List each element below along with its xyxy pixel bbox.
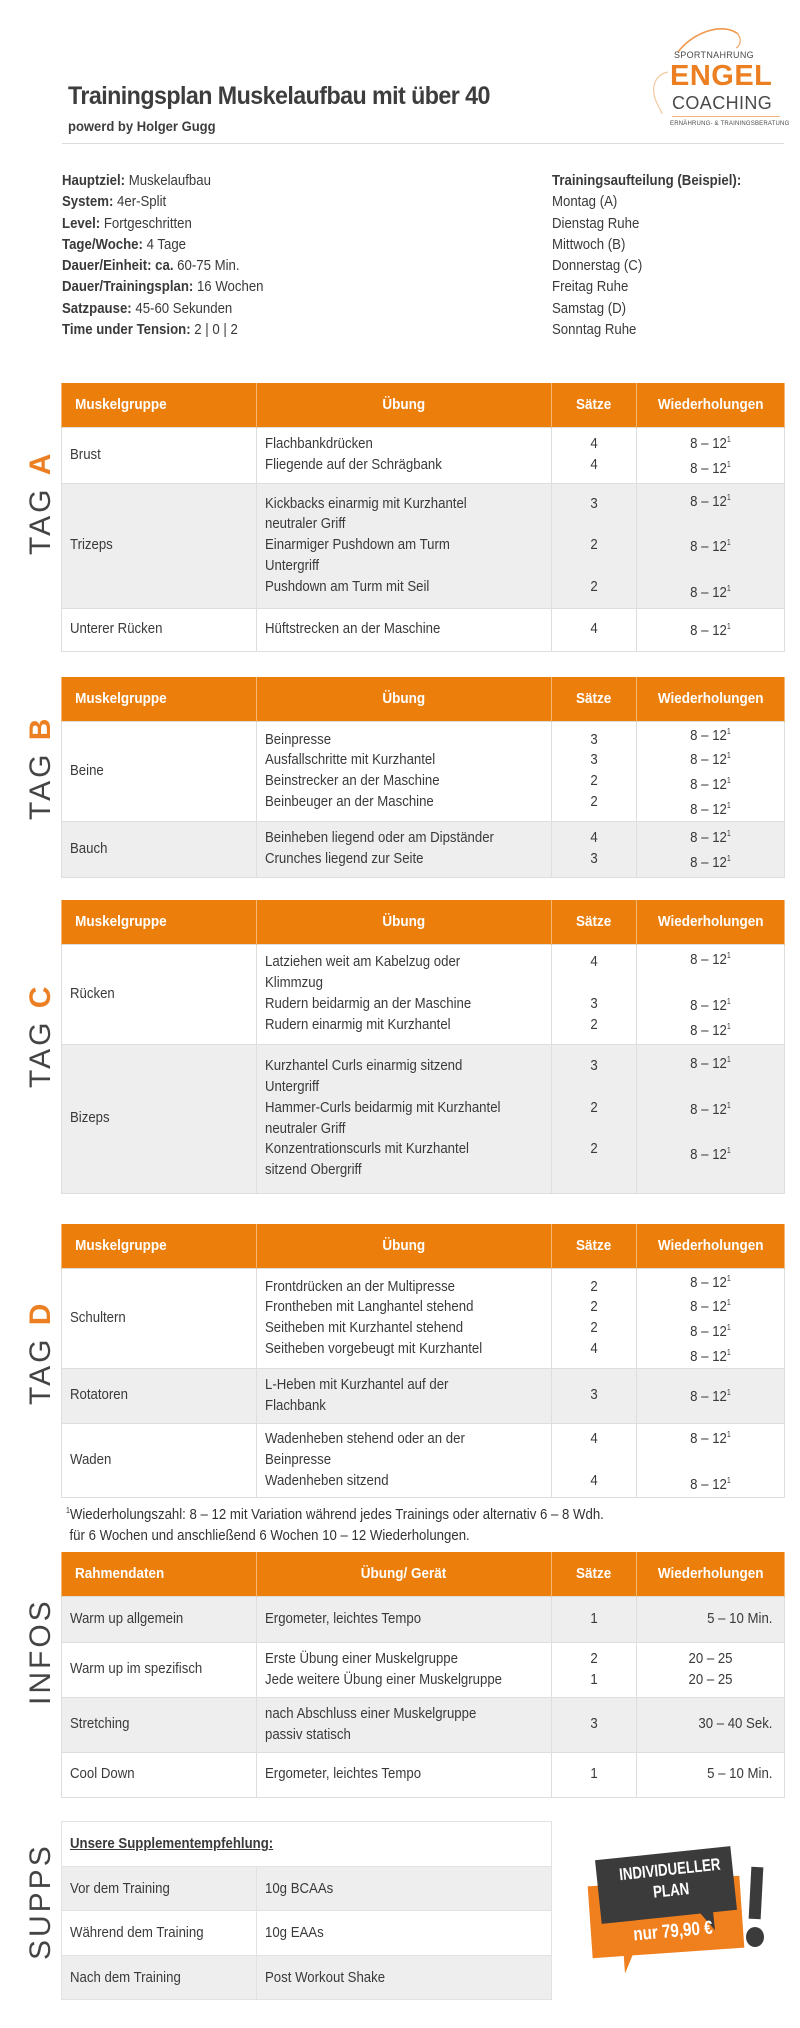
table-row	[62, 1368, 785, 1423]
exercise-cell: Flachbankdrücken Fliegende auf der Schrägbank	[257, 427, 552, 483]
day-d-table	[61, 1224, 785, 1498]
logo-top-text: SPORTNAHRUNG	[674, 50, 754, 60]
sets-cell: 3 2 2	[552, 483, 637, 608]
sets-cell: 3	[552, 1697, 637, 1752]
table-row	[62, 483, 785, 608]
reps-cell: 8 – 12$^1$ 8 – 12$^1$	[637, 1423, 785, 1497]
fact-row	[62, 255, 264, 276]
col-sets: Sätze	[552, 677, 637, 721]
split-day: Mittwoch (B)	[552, 235, 626, 253]
col-reps: Wiederholungen	[637, 383, 785, 427]
fact-label: Time under Tension:	[62, 321, 191, 339]
sets-cell: 3	[552, 1368, 637, 1423]
table-row	[62, 1866, 552, 1911]
fact-value: Muskelaufbau	[128, 172, 211, 189]
col-exercise: Übung	[257, 677, 552, 721]
supplement-heading-row	[62, 1822, 552, 1867]
exclamation-dot-icon	[746, 1927, 764, 1947]
table-header	[62, 1224, 785, 1268]
table-header	[62, 383, 785, 427]
day-c-table	[61, 900, 785, 1194]
fact-value: 4er-Split	[117, 193, 167, 211]
supp-when: Nach dem Training	[62, 1955, 257, 2000]
muscle-cell: Beine	[62, 721, 257, 821]
reps-cell: 8 – 12$^1$ 8 – 12$^1$ 8 – 12$^1$ 8 – 12$^1$	[637, 721, 785, 821]
reps-cell: 8 – 12$^1$ 8 – 12$^1$ 8 – 12$^1$	[637, 944, 785, 1044]
fact-row	[62, 234, 264, 255]
day-b-table	[61, 677, 785, 878]
col-exercise: Übung	[257, 900, 552, 944]
logo-brand-second: COACHING	[672, 93, 773, 113]
promo-title: INDIVIDUELLER PLAN	[618, 1854, 722, 1902]
fact-row	[62, 319, 264, 340]
frame-cell: Stretching	[62, 1697, 257, 1752]
logo-divider	[672, 116, 780, 117]
reps-cell: 8 – 12$^1$	[637, 608, 785, 651]
table-row	[62, 821, 785, 877]
exercise-cell: Wadenheben stehend oder an der Beinpresse Wadenheben sitzend	[257, 1423, 552, 1497]
fact-value: 2 | 0 | 2	[194, 321, 238, 339]
infos-table	[61, 1552, 785, 1798]
sets-cell: 2 2 2 4	[552, 1268, 637, 1368]
col-reps: Wiederholungen	[637, 1224, 785, 1268]
split-day: Samstag (D)	[552, 299, 627, 317]
supps-label-text: SUPPS	[24, 1843, 57, 1960]
table-header	[62, 1552, 785, 1596]
col-muscle: Muskelgruppe	[62, 900, 257, 944]
individual-plan-promo[interactable]	[588, 1845, 768, 1985]
exercise-cell: Ergometer, leichtes Tempo	[257, 1752, 552, 1797]
sets-cell: 1	[552, 1596, 637, 1642]
fact-label: Hauptziel:	[62, 172, 126, 189]
supp-when: Während dem Training	[62, 1911, 257, 1956]
fact-row	[62, 191, 264, 212]
col-muscle: Muskelgruppe	[62, 383, 257, 427]
sets-cell: 1	[552, 1752, 637, 1797]
split-day: Freitag Ruhe	[552, 278, 629, 296]
muscle-cell: Waden	[62, 1423, 257, 1497]
supp-when: Vor dem Training	[62, 1866, 257, 1911]
fact-label: Level:	[62, 214, 101, 232]
fact-value: 16 Wochen	[196, 278, 264, 296]
col-sets: Sätze	[552, 1224, 637, 1268]
fact-label: System:	[62, 193, 114, 211]
supp-what: 10g BCAAs	[257, 1866, 552, 1911]
sets-cell: 4 3 2	[552, 944, 637, 1044]
footnote	[66, 1501, 677, 1546]
muscle-cell: Brust	[62, 427, 257, 483]
footnote-line: $^1$Wiederholungszahl: 8 – 12 mit Variation während jedes Trainings oder alternativ 6 – 8 Wdh.	[66, 1506, 604, 1523]
supplement-heading: Unsere Supplementempfehlung:	[62, 1822, 552, 1867]
sets-cell: 4 4	[552, 427, 637, 483]
fact-row	[62, 298, 264, 319]
exercise-cell: Beinheben liegend oder am Dipständer Crunches liegend zur Seite	[257, 821, 552, 877]
header-divider	[62, 143, 784, 144]
col-exercise: Übung	[257, 383, 552, 427]
fact-label: Satzpause:	[62, 299, 132, 317]
reps-cell: 8 – 12$^1$ 8 – 12$^1$	[637, 427, 785, 483]
muscle-cell: Unterer Rücken	[62, 608, 257, 651]
promo-price: nur 79,90 €	[632, 1917, 714, 1946]
col-sets: Sätze	[552, 383, 637, 427]
logo-tagline: ERNÄHRUNG- & TRAININGSBERATUNG	[670, 121, 790, 127]
fact-label: Tage/Woche:	[62, 235, 143, 253]
table-row	[62, 1955, 552, 2000]
frame-cell: Cool Down	[62, 1752, 257, 1797]
col-sets: Sätze	[552, 1552, 637, 1596]
col-reps: Wiederholungen	[637, 900, 785, 944]
page-title: Trainingsplan Muskelaufbau mit über 40	[68, 82, 490, 110]
day-label-prefix: TAG	[24, 1019, 57, 1088]
fact-row	[62, 213, 264, 234]
training-split	[552, 170, 767, 340]
exercise-cell: Kickbacks einarmig mit Kurzhantel neutraler Griff Einarmiger Pushdown am Turm Untergriff Pushdown am Turm mit Seil	[257, 483, 552, 608]
supp-what: 10g EAAs	[257, 1911, 552, 1956]
fact-label: Dauer/Trainingsplan:	[62, 278, 194, 296]
day-label-letter: A	[24, 450, 57, 476]
col-muscle: Muskelgruppe	[62, 1224, 257, 1268]
muscle-cell: Rotatoren	[62, 1368, 257, 1423]
footnote-line: für 6 Wochen und anschließend 6 Wochen 10 – 12 Wiederholungen.	[69, 1526, 470, 1544]
reps-cell: 30 – 40 Sek.	[637, 1697, 785, 1752]
muscle-cell: Bauch	[62, 821, 257, 877]
table-row	[62, 944, 785, 1044]
exclamation-icon	[749, 1867, 764, 1920]
reps-cell: 5 – 10 Min.	[637, 1752, 785, 1797]
day-label-prefix: TAG	[24, 751, 57, 820]
fact-row	[62, 276, 264, 297]
split-heading: Trainingsaufteilung (Beispiel):	[552, 172, 742, 189]
split-day: Donnerstag (C)	[552, 257, 643, 275]
reps-cell: 8 – 12$^1$	[637, 1368, 785, 1423]
exercise-cell: L-Heben mit Kurzhantel auf der Flachbank	[257, 1368, 552, 1423]
day-label-letter: B	[24, 715, 57, 741]
muscle-cell: Trizeps	[62, 483, 257, 608]
sets-cell: 4 3	[552, 821, 637, 877]
muscle-cell: Schultern	[62, 1268, 257, 1368]
col-reps: Wiederholungen	[637, 677, 785, 721]
exercise-cell: nach Abschluss einer Muskelgruppe passiv statisch	[257, 1697, 552, 1752]
table-row	[62, 608, 785, 651]
frame-cell: Warm up allgemein	[62, 1596, 257, 1642]
table-header	[62, 900, 785, 944]
promo-orange-tail	[623, 1945, 639, 1974]
reps-cell: 20 – 25 20 – 25	[637, 1642, 785, 1697]
table-row	[62, 1752, 785, 1797]
table-row	[62, 1268, 785, 1368]
sets-cell: 3 3 2 2	[552, 721, 637, 821]
brand-logo	[630, 22, 800, 140]
split-day: Montag (A)	[552, 193, 618, 211]
fact-value: 60-75 Min.	[177, 257, 240, 275]
table-row	[62, 1642, 785, 1697]
exercise-cell: Frontdrücken an der Multipresse Frontheben mit Langhantel stehend Seitheben mit Kurzhantel stehend Seitheben vorgebeugt mit Kurzhantel	[257, 1268, 552, 1368]
exercise-cell: Beinpresse Ausfallschritte mit Kurzhantel Beinstrecker an der Maschine Beinbeuger an der Maschine	[257, 721, 552, 821]
table-row	[62, 1911, 552, 1956]
infos-label-text: INFOS	[24, 1598, 57, 1705]
fact-value: 4 Tage	[146, 235, 186, 253]
col-exercise: Übung	[257, 1224, 552, 1268]
day-label-letter: D	[24, 1300, 57, 1326]
split-day: Sonntag Ruhe	[552, 321, 637, 339]
day-label-prefix: TAG	[24, 486, 57, 555]
muscle-cell: Rücken	[62, 944, 257, 1044]
day-label-prefix: TAG	[24, 1336, 57, 1405]
fact-label: Dauer/Einheit: ca.	[62, 257, 174, 275]
page-subtitle: powerd by Holger Gugg	[68, 118, 216, 134]
logo-brand-main: ENGEL	[670, 60, 773, 92]
table-row	[62, 427, 785, 483]
col-muscle: Muskelgruppe	[62, 677, 257, 721]
fact-value: Fortgeschritten	[103, 214, 192, 232]
muscle-cell: Bizeps	[62, 1044, 257, 1193]
sets-cell: 3 2 2	[552, 1044, 637, 1193]
table-row	[62, 1423, 785, 1497]
supp-what: Post Workout Shake	[257, 1955, 552, 2000]
table-row	[62, 1596, 785, 1642]
sets-cell: 4	[552, 608, 637, 651]
plan-facts	[62, 170, 291, 340]
split-day: Dienstag Ruhe	[552, 214, 640, 232]
reps-cell: 8 – 12$^1$ 8 – 12$^1$ 8 – 12$^1$	[637, 1044, 785, 1193]
sets-cell: 4 4	[552, 1423, 637, 1497]
supplement-table	[61, 1821, 552, 2000]
reps-cell: 5 – 10 Min.	[637, 1596, 785, 1642]
table-row	[62, 721, 785, 821]
fact-row	[62, 170, 264, 191]
reps-cell: 8 – 12$^1$ 8 – 12$^1$ 8 – 12$^1$	[637, 483, 785, 608]
day-a-table	[61, 383, 785, 652]
sets-cell: 2 1	[552, 1642, 637, 1697]
day-label-letter: C	[24, 983, 57, 1009]
exercise-cell: Erste Übung einer Muskelgruppe Jede weitere Übung einer Muskelgruppe	[257, 1642, 552, 1697]
reps-cell: 8 – 12$^1$ 8 – 12$^1$	[637, 821, 785, 877]
exercise-cell: Ergometer, leichtes Tempo	[257, 1596, 552, 1642]
col-sets: Sätze	[552, 900, 637, 944]
reps-cell: 8 – 12$^1$ 8 – 12$^1$ 8 – 12$^1$ 8 – 12$^1$	[637, 1268, 785, 1368]
fact-value: 45-60 Sekunden	[135, 299, 233, 317]
col-exercise: Übung/ Gerät	[257, 1552, 552, 1596]
table-header	[62, 677, 785, 721]
table-row	[62, 1697, 785, 1752]
table-row	[62, 1044, 785, 1193]
frame-cell: Warm up im spezifisch	[62, 1642, 257, 1697]
col-frame: Rahmendaten	[62, 1552, 257, 1596]
col-reps: Wiederholungen	[637, 1552, 785, 1596]
exercise-cell: Hüftstrecken an der Maschine	[257, 608, 552, 651]
exercise-cell: Latziehen weit am Kabelzug oder Klimmzug Rudern beidarmig an der Maschine Rudern einarmig mit Kurzhantel	[257, 944, 552, 1044]
exercise-cell: Kurzhantel Curls einarmig sitzend Untergriff Hammer-Curls beidarmig mit Kurzhantel neutraler Griff Konzentrationscurls mit Kurzhantel sitzend Obergriff	[257, 1044, 552, 1193]
